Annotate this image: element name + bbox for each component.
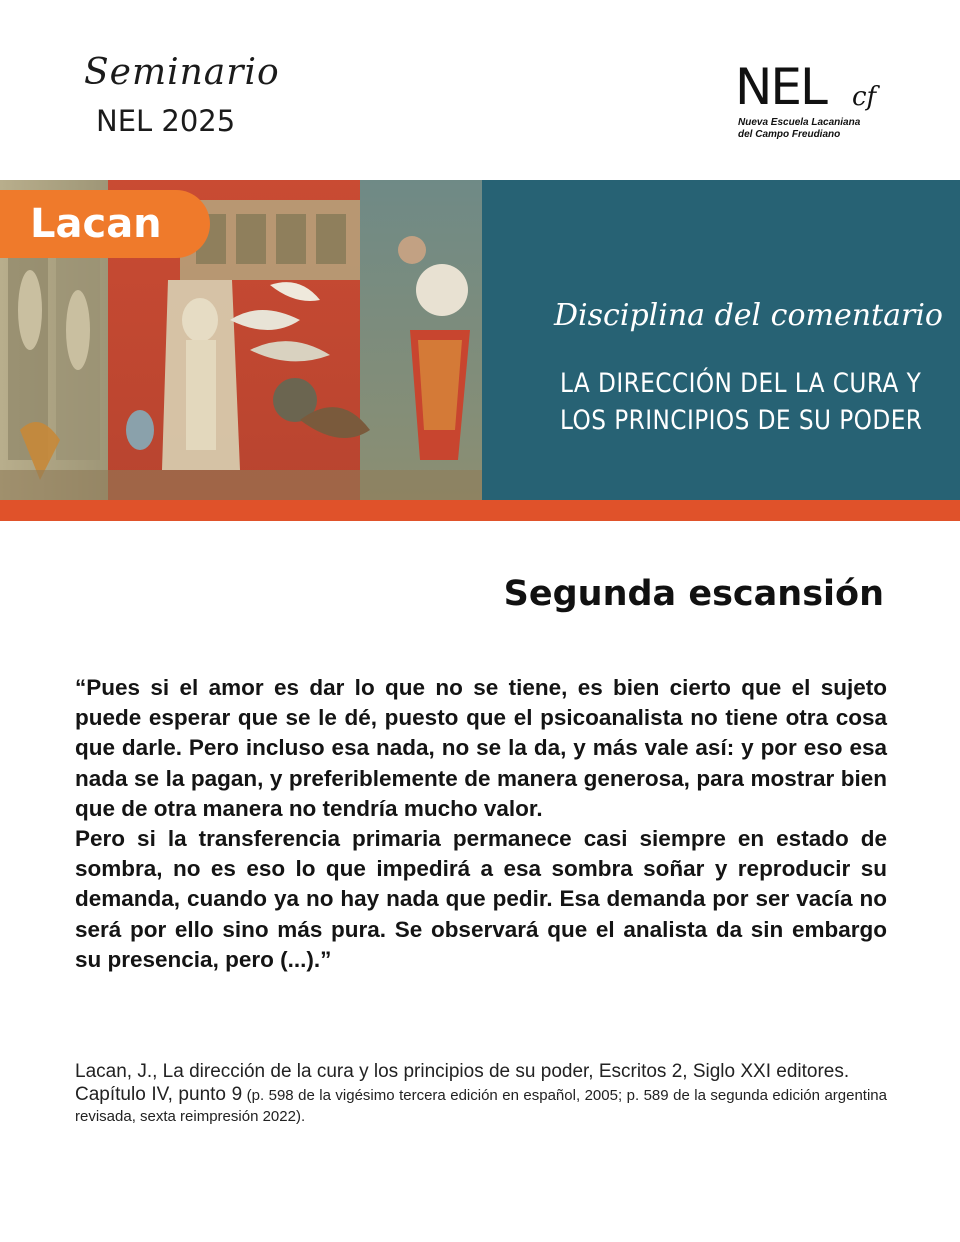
orange-divider-strip: [0, 500, 960, 521]
banner-title-line1: LA DIRECCIÓN DEL LA CURA Y: [560, 368, 922, 399]
quote-block: [75, 673, 887, 975]
reference-edition-note: (p. 598 de la vigésimo tercera edición en español, 2005; p. 589 de la segunda edición argentina revisada, sexta reimpresión 2022).: [75, 1087, 887, 1125]
seminario-script-text: Seminario: [84, 52, 280, 93]
banner: [0, 180, 960, 500]
nel-logo-mark: NEL: [735, 58, 826, 116]
banner-main-title: [560, 365, 922, 439]
banner-title-line2: LOS PRINCIPIOS DE SU PODER: [560, 405, 923, 436]
seminario-year-text: NEL 2025: [96, 104, 236, 138]
nel-logo-cf: cf: [852, 82, 877, 112]
nel-logo: [735, 58, 905, 152]
quote-paragraph-1: “Pues si el amor es dar lo que no se tiene, es bien cierto que el sujeto puede esperar que se le dé, puesto que el psicoanalista no tiene otra cosa que darle. Pero incluso esa nada, no se la da, y más vale así: y por eso esa nada se la pagan, y preferiblemente de manera generosa, para mostrar bien que de otra manera no tendría mucho valor.: [75, 675, 887, 821]
section-title: Segunda escansión: [503, 574, 884, 614]
bibliographic-reference: [75, 1060, 887, 1127]
disciplina-script-title: Disciplina del comentario: [554, 298, 943, 333]
nel-logo-subtitle-line2: del Campo Freudiano: [738, 129, 841, 140]
lacan-tag: Lacan: [0, 190, 210, 258]
reference-line-1: Lacan, J., La dirección de la cura y los principios de su poder, Escritos 2, Siglo XXI editores.: [75, 1061, 850, 1082]
reference-line-2: [75, 1084, 887, 1127]
banner-title-panel: [482, 180, 960, 500]
nel-logo-subtitle: [738, 117, 908, 141]
reference-chapter: Capítulo IV, punto 9: [75, 1084, 243, 1105]
nel-logo-subtitle-line1: Nueva Escuela Lacaniana: [738, 117, 861, 128]
quote-paragraph-2: Pero si la transferencia primaria permanece casi siempre en estado de sombra, no es eso lo que impedirá a esa sombra soñar y reproducir su demanda, cuando ya no hay nada que pedir. Esa demanda por ser vacía no será por ello sino más pura. Se observará que el analista da sin embargo su presencia, pero (...).”: [75, 826, 887, 972]
